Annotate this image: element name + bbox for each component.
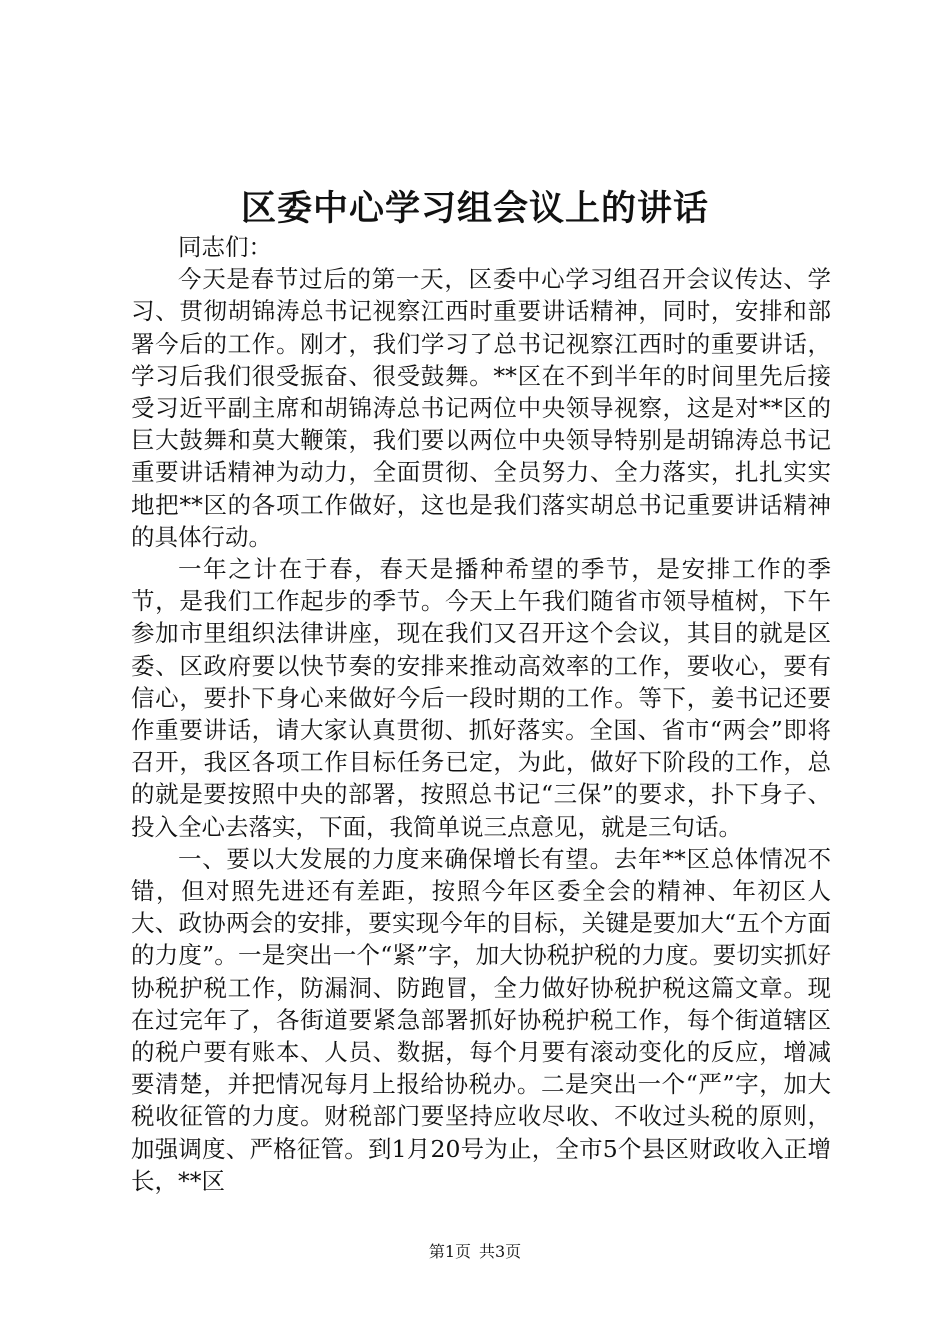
paragraph: 今天是春节过后的第一天，区委中心学习组召开会议传达、学习、贯彻胡锦涛总书记视察江西时重要讲话精神，同时，安排和部署今后的工作。刚才，我们学习了总书记视察江西时的重要讲话，学习后我们很受振奋、很受鼓舞。**区在不到半年的时间里先后接受习近平副主席和胡锦涛总书记两位中央领导视察，这是对**区的巨大鼓舞和莫大鞭策，我们要以两位中央领导特别是胡锦涛总书记重要讲话精神为动力，全面贯彻、全员努力、全力落实，扎扎实实地把**区的各项工作做好，这也是我们落实胡总书记重要讲话精神的具体行动。 (131, 265, 831, 551)
salutation: 同志们： (178, 233, 272, 261)
page-total: 共3页 (479, 1242, 522, 1261)
document-title: 区委中心学习组会议上的讲话 (240, 188, 709, 229)
document-body (131, 231, 831, 1197)
paragraph: 一、要以大发展的力度来确保增长有望。去年**区总体情况不错，但对照先进还有差距，按照今年区委全会的精神、年初区人大、政协两会的安排，要实现今年的目标，关键是要加大“五个方面的力度”。一是突出一个“紧”字，加大协税护税的力度。要切实抓好协税护税工作，防漏洞、防跑冒，全力做好协税护税这篇文章。现在过完年了，各街道要紧急部署抓好协税护税工作，每个街道辖区的税户要有账本、人员、数据，每个月要有滚动变化的反应，增减要清楚，并把情况每月上报给协税办。二是突出一个“严”字，加大税收征管的力度。财税部门要坚持应收尽收、不收过头税的原则，加强调度、严格征管。到1月20号为止，全市5个县区财政收入正增长，**区 (131, 844, 831, 1195)
page-footer (0, 1241, 950, 1263)
paragraph: 一年之计在于春，春天是播种希望的季节，是安排工作的季节，是我们工作起步的季节。今天上午我们随省市领导植树，下午参加市里组织法律讲座，现在我们又召开这个会议，其目的就是区委、区政府要以快节奏的安排来推动高效率的工作，要收心，要有信心，要扑下身心来做好今后一段时期的工作。等下，姜书记还要作重要讲话，请大家认真贯彻、抓好落实。全国、省市“两会”即将召开，我区各项工作目标任务已定，为此，做好下阶段的工作，总的就是要按照中央的部署，按照总书记“三保”的要求，扑下身子、投入全心去落实，下面，我简单说三点意见，就是三句话。 (131, 555, 831, 841)
page-number: 第1页 (428, 1242, 471, 1261)
